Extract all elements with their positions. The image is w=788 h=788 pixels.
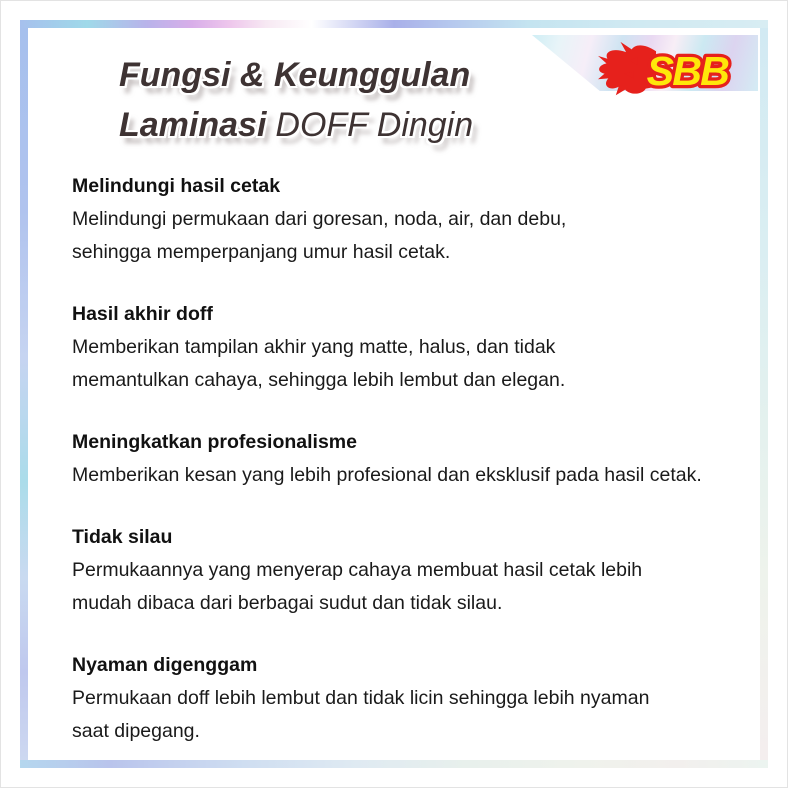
section-body-line: Melindungi permukaan dari goresan, noda, air, dan debu, [72,208,567,230]
section-body-line: Memberikan tampilan akhir yang matte, halus, dan tidak [72,336,556,358]
section-body [72,331,748,397]
page-title [119,50,473,150]
title-line-2-regular: DOFF Dingin [275,106,474,144]
sections [72,170,748,777]
feature-section [72,649,748,748]
title-line-2-bold: Laminasi [119,106,267,144]
feature-section [72,426,748,492]
section-body-line: Permukaan doff lebih lembut dan tidak licin sehingga lebih nyaman [72,687,650,709]
frame-border-left [20,28,28,760]
section-body [72,554,748,620]
section-heading: Nyaman digenggam [72,654,258,676]
feature-section [72,521,748,620]
frame-border-top [20,20,768,28]
section-body-line: saat dipegang. [72,720,200,742]
section-body [72,203,748,269]
feature-section [72,170,748,269]
logo-text: SBB [646,47,728,94]
section-heading: Tidak silau [72,526,173,548]
sbb-flame-logo [596,40,746,98]
section-heading: Melindungi hasil cetak [72,175,281,197]
frame-border-right [760,28,768,760]
section-body-line: Permukaannya yang menyerap cahaya membuat hasil cetak lebih [72,559,643,581]
section-body [72,682,748,748]
title-line-1: Fungsi & Keunggulan [119,56,471,94]
section-body-line: memantulkan cahaya, sehingga lebih lembut dan elegan. [72,369,566,391]
feature-section [72,298,748,397]
title-line-2 [119,100,473,150]
section-body [72,459,748,492]
section-body-line: Memberikan kesan yang lebih profesional dan eksklusif pada hasil cetak. [72,464,702,486]
section-heading: Meningkatkan profesionalisme [72,431,357,453]
section-heading: Hasil akhir doff [72,303,213,325]
section-body-line: mudah dibaca dari berbagai sudut dan tidak silau. [72,592,503,614]
section-body-line: sehingga memperpanjang umur hasil cetak. [72,241,451,263]
